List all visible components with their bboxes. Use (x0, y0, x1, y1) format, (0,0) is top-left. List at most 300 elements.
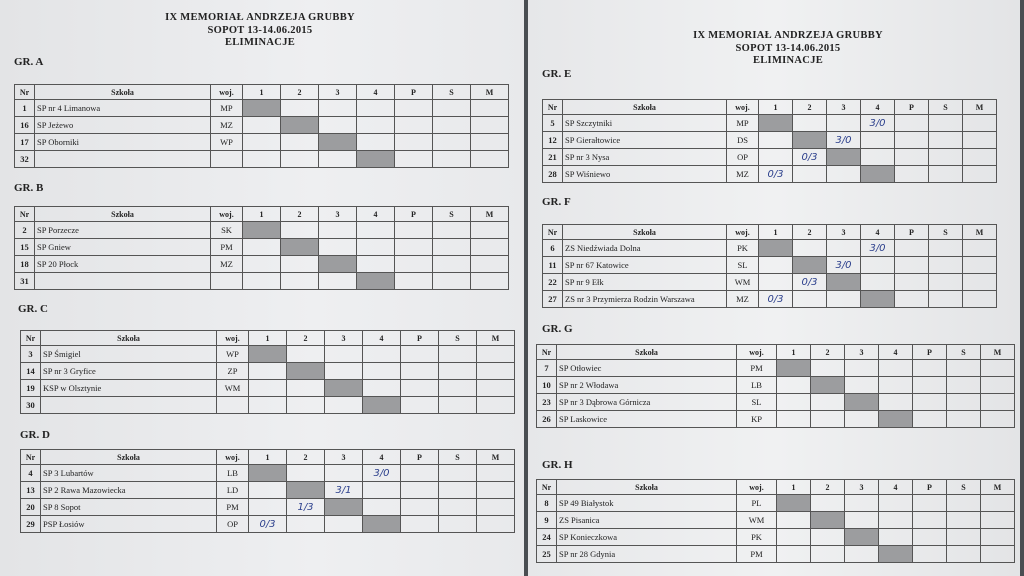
column-header-woj: woj. (727, 225, 759, 240)
column-header-m: M (981, 480, 1015, 495)
result-cell: 0/3 (793, 274, 827, 291)
points-cell-s (433, 239, 471, 256)
school-name: SP nr 67 Katowice (563, 257, 727, 274)
voivodeship: PL (737, 495, 777, 512)
points-cell-p (895, 149, 929, 166)
points-cell-s (433, 100, 471, 117)
column-header-r2: 2 (793, 225, 827, 240)
column-header-r1: 1 (759, 225, 793, 240)
result-cell (243, 273, 281, 290)
result-cell: 1/3 (287, 499, 325, 516)
voivodeship: LD (217, 482, 249, 499)
column-header-r1: 1 (777, 345, 811, 360)
result-cell (827, 115, 861, 132)
column-header-p: P (895, 225, 929, 240)
school-name: SP Porzecze (35, 222, 211, 239)
voivodeship: LB (737, 377, 777, 394)
column-header-nr: Nr (537, 480, 557, 495)
result-cell (793, 291, 827, 308)
column-header-r2: 2 (281, 207, 319, 222)
column-header-school: Szkoła (41, 450, 217, 465)
table-row (15, 256, 509, 273)
table-row (543, 115, 997, 132)
points-cell-m (477, 380, 515, 397)
points-cell-m (981, 512, 1015, 529)
right-sheet (528, 0, 1020, 576)
result-cell (845, 495, 879, 512)
column-header-r1: 1 (243, 207, 281, 222)
column-header-r4: 4 (879, 345, 913, 360)
result-cell (879, 411, 913, 428)
result-cell (243, 222, 281, 239)
table-row (15, 100, 509, 117)
points-cell-p (401, 346, 439, 363)
school-name: SP Oborniki (35, 134, 211, 151)
right-header (628, 30, 948, 68)
result-cell: 0/3 (759, 166, 793, 183)
result-cell (363, 380, 401, 397)
column-header-s: S (929, 100, 963, 115)
school-name: ZS Niedźwiada Dolna (563, 240, 727, 257)
points-cell-p (913, 529, 947, 546)
result-cell (827, 166, 861, 183)
team-number: 1 (15, 100, 35, 117)
column-header-r1: 1 (243, 85, 281, 100)
points-cell-p (395, 273, 433, 290)
result-cell (759, 257, 793, 274)
result-cell (243, 134, 281, 151)
school-name: SP Gniew (35, 239, 211, 256)
result-cell (325, 397, 363, 414)
result-cell (319, 239, 357, 256)
result-cell (357, 151, 395, 168)
result-cell (879, 360, 913, 377)
team-number: 31 (15, 273, 35, 290)
points-cell-p (895, 274, 929, 291)
column-header-school: Szkoła (35, 207, 211, 222)
team-number: 6 (543, 240, 563, 257)
team-number: 7 (537, 360, 557, 377)
column-header-r3: 3 (325, 450, 363, 465)
result-cell (319, 117, 357, 134)
table-row (543, 257, 997, 274)
team-number: 21 (543, 149, 563, 166)
result-cell (811, 495, 845, 512)
result-cell (879, 394, 913, 411)
column-header-nr: Nr (21, 450, 41, 465)
points-cell-s (929, 257, 963, 274)
result-cell (777, 377, 811, 394)
school-name: SP nr 3 Dąbrowa Górnicza (557, 394, 737, 411)
voivodeship: PM (211, 239, 243, 256)
points-cell-p (395, 117, 433, 134)
team-number: 10 (537, 377, 557, 394)
table-row (537, 377, 1015, 394)
header-stage: ELIMINACJE (752, 55, 824, 66)
points-cell-p (395, 134, 433, 151)
school-name: SP nr 4 Limanowa (35, 100, 211, 117)
result-cell (287, 380, 325, 397)
team-number: 32 (15, 151, 35, 168)
table-row (21, 465, 515, 482)
result-cell (249, 499, 287, 516)
result-cell (811, 512, 845, 529)
voivodeship: MP (727, 115, 759, 132)
points-cell-p (913, 512, 947, 529)
points-cell-m (471, 100, 509, 117)
result-cell (325, 346, 363, 363)
result-cell: 3/0 (363, 465, 401, 482)
table-row (543, 132, 997, 149)
left-header (100, 12, 420, 50)
points-cell-p (401, 516, 439, 533)
points-cell-m (471, 151, 509, 168)
column-header-r2: 2 (281, 85, 319, 100)
points-cell-s (947, 411, 981, 428)
column-header-school: Szkoła (557, 480, 737, 495)
points-cell-s (929, 132, 963, 149)
result-cell (357, 239, 395, 256)
result-cell (281, 151, 319, 168)
points-cell-m (477, 465, 515, 482)
team-number: 23 (537, 394, 557, 411)
column-header-p: P (395, 85, 433, 100)
table-row (537, 529, 1015, 546)
points-cell-m (477, 346, 515, 363)
points-cell-s (947, 512, 981, 529)
team-number: 2 (15, 222, 35, 239)
column-header-r4: 4 (861, 225, 895, 240)
voivodeship: MZ (727, 291, 759, 308)
school-name: ZS Pisanica (557, 512, 737, 529)
points-cell-p (401, 363, 439, 380)
team-number: 11 (543, 257, 563, 274)
voivodeship: PM (737, 546, 777, 563)
points-cell-p (895, 257, 929, 274)
points-cell-p (913, 411, 947, 428)
column-header-p: P (401, 450, 439, 465)
team-number: 14 (21, 363, 41, 380)
result-cell (879, 529, 913, 546)
table-row (21, 380, 515, 397)
result-cell: 3/0 (861, 115, 895, 132)
voivodeship: SL (727, 257, 759, 274)
table-row (21, 346, 515, 363)
team-number: 18 (15, 256, 35, 273)
column-header-s: S (433, 207, 471, 222)
points-cell-p (395, 239, 433, 256)
voivodeship: WM (217, 380, 249, 397)
result-cell (319, 100, 357, 117)
result-cell (845, 411, 879, 428)
school-name: SP Gierałtowice (563, 132, 727, 149)
points-cell-s (929, 166, 963, 183)
column-header-r3: 3 (319, 207, 357, 222)
result-cell (879, 512, 913, 529)
table-row (543, 274, 997, 291)
table-row (15, 273, 509, 290)
header-title: IX MEMORIAŁ ANDRZEJA GRUBBY (165, 12, 355, 23)
school-name: PSP Łosiów (41, 516, 217, 533)
result-cell (243, 256, 281, 273)
result-cell: 3/0 (861, 240, 895, 257)
table-row (15, 222, 509, 239)
group-title-h: GR. H (542, 459, 573, 471)
team-number: 9 (537, 512, 557, 529)
result-cell (861, 132, 895, 149)
column-header-r3: 3 (827, 100, 861, 115)
column-header-woj: woj. (211, 85, 243, 100)
result-cell (879, 377, 913, 394)
points-cell-m (963, 115, 997, 132)
group-table-b (14, 206, 509, 290)
points-cell-p (895, 240, 929, 257)
table-row (15, 239, 509, 256)
table-row (21, 363, 515, 380)
points-cell-p (895, 115, 929, 132)
team-number: 15 (15, 239, 35, 256)
school-name: SP Śmigiel (41, 346, 217, 363)
column-header-r3: 3 (845, 480, 879, 495)
group-table-c (20, 330, 515, 414)
school-name: SP Wiśniewo (563, 166, 727, 183)
column-header-r4: 4 (363, 450, 401, 465)
result-cell (793, 240, 827, 257)
column-header-r3: 3 (845, 345, 879, 360)
result-cell (325, 363, 363, 380)
school-name: SP nr 3 Gryfice (41, 363, 217, 380)
result-cell (845, 512, 879, 529)
points-cell-p (895, 291, 929, 308)
column-header-m: M (471, 207, 509, 222)
voivodeship: PK (737, 529, 777, 546)
header-title: IX MEMORIAŁ ANDRZEJA GRUBBY (693, 30, 883, 41)
group-table-f (542, 224, 997, 308)
result-cell (249, 482, 287, 499)
table-row (15, 151, 509, 168)
result-cell (811, 360, 845, 377)
school-name: SP 20 Płock (35, 256, 211, 273)
points-cell-m (981, 394, 1015, 411)
result-cell (281, 100, 319, 117)
points-cell-p (913, 394, 947, 411)
column-header-woj: woj. (737, 345, 777, 360)
result-cell (845, 529, 879, 546)
result-cell (281, 134, 319, 151)
result-cell (319, 134, 357, 151)
result-cell (827, 240, 861, 257)
points-cell-m (963, 132, 997, 149)
points-cell-m (963, 166, 997, 183)
points-cell-m (963, 274, 997, 291)
column-header-nr: Nr (543, 100, 563, 115)
points-cell-s (947, 360, 981, 377)
result-cell (811, 529, 845, 546)
header-date: SOPOT 13-14.06.2015 (735, 42, 841, 54)
table-row (537, 360, 1015, 377)
table-header-row (543, 100, 997, 115)
voivodeship: WM (737, 512, 777, 529)
result-cell (287, 465, 325, 482)
result-cell (357, 273, 395, 290)
column-header-school: Szkoła (557, 345, 737, 360)
points-cell-m (471, 273, 509, 290)
points-cell-s (433, 134, 471, 151)
result-cell (811, 546, 845, 563)
result-cell (287, 363, 325, 380)
points-cell-s (929, 149, 963, 166)
points-cell-m (471, 222, 509, 239)
result-cell (827, 291, 861, 308)
points-cell-p (395, 100, 433, 117)
team-number: 22 (543, 274, 563, 291)
table-row (21, 499, 515, 516)
column-header-r3: 3 (827, 225, 861, 240)
result-cell (281, 273, 319, 290)
school-name: ZS nr 3 Przymierza Rodzin Warszawa (563, 291, 727, 308)
result-cell (845, 377, 879, 394)
voivodeship: PM (217, 499, 249, 516)
column-header-s: S (929, 225, 963, 240)
points-cell-s (929, 274, 963, 291)
points-cell-p (395, 222, 433, 239)
result-cell (325, 380, 363, 397)
points-cell-s (947, 377, 981, 394)
table-row (537, 495, 1015, 512)
team-number: 25 (537, 546, 557, 563)
table-row (543, 291, 997, 308)
result-cell (861, 274, 895, 291)
table-row (537, 394, 1015, 411)
result-cell (759, 240, 793, 257)
table-row (543, 240, 997, 257)
voivodeship (211, 273, 243, 290)
group-table-h (536, 479, 1015, 563)
result-cell (357, 100, 395, 117)
result-cell (777, 529, 811, 546)
team-number: 16 (15, 117, 35, 134)
points-cell-m (471, 256, 509, 273)
school-name: SP 3 Lubartów (41, 465, 217, 482)
result-cell (777, 411, 811, 428)
table-header-row (21, 450, 515, 465)
column-header-s: S (439, 450, 477, 465)
column-header-r1: 1 (759, 100, 793, 115)
result-cell (287, 346, 325, 363)
result-cell (793, 166, 827, 183)
table-header-row (15, 207, 509, 222)
table-row (21, 516, 515, 533)
result-cell (759, 274, 793, 291)
voivodeship: SL (737, 394, 777, 411)
points-cell-m (963, 291, 997, 308)
result-cell (845, 546, 879, 563)
school-name: SP nr 28 Gdynia (557, 546, 737, 563)
column-header-m: M (963, 100, 997, 115)
result-cell (861, 166, 895, 183)
team-number: 28 (543, 166, 563, 183)
column-header-r2: 2 (811, 345, 845, 360)
column-header-r2: 2 (793, 100, 827, 115)
result-cell (861, 149, 895, 166)
table-row (537, 546, 1015, 563)
points-cell-p (401, 465, 439, 482)
result-cell (357, 117, 395, 134)
result-cell (357, 222, 395, 239)
result-cell: 3/0 (827, 257, 861, 274)
points-cell-s (947, 394, 981, 411)
result-cell (287, 397, 325, 414)
column-header-r1: 1 (249, 450, 287, 465)
team-number: 4 (21, 465, 41, 482)
points-cell-s (439, 380, 477, 397)
voivodeship: MP (211, 100, 243, 117)
group-title-b: GR. B (14, 182, 44, 194)
result-cell (759, 132, 793, 149)
result-cell (777, 495, 811, 512)
school-name: SP 49 Białystok (557, 495, 737, 512)
team-number: 17 (15, 134, 35, 151)
group-table-e (542, 99, 997, 183)
result-cell (777, 512, 811, 529)
result-cell (249, 363, 287, 380)
result-cell (325, 465, 363, 482)
points-cell-m (981, 546, 1015, 563)
voivodeship: WP (217, 346, 249, 363)
points-cell-s (439, 482, 477, 499)
points-cell-m (477, 482, 515, 499)
points-cell-s (439, 516, 477, 533)
team-number: 30 (21, 397, 41, 414)
points-cell-s (439, 499, 477, 516)
points-cell-s (439, 465, 477, 482)
column-header-r4: 4 (363, 331, 401, 346)
column-header-school: Szkoła (563, 100, 727, 115)
result-cell (319, 151, 357, 168)
column-header-school: Szkoła (41, 331, 217, 346)
points-cell-m (471, 117, 509, 134)
points-cell-s (947, 546, 981, 563)
column-header-m: M (471, 85, 509, 100)
team-number: 12 (543, 132, 563, 149)
result-cell (827, 149, 861, 166)
result-cell: 3/1 (325, 482, 363, 499)
column-header-r2: 2 (811, 480, 845, 495)
result-cell (777, 394, 811, 411)
points-cell-m (981, 495, 1015, 512)
team-number: 13 (21, 482, 41, 499)
result-cell (249, 380, 287, 397)
column-header-s: S (947, 345, 981, 360)
result-cell (845, 394, 879, 411)
table-header-row (537, 480, 1015, 495)
points-cell-m (981, 377, 1015, 394)
school-name: SP nr 2 Włodawa (557, 377, 737, 394)
school-name (35, 151, 211, 168)
table-header-row (543, 225, 997, 240)
column-header-s: S (947, 480, 981, 495)
result-cell (793, 115, 827, 132)
school-name: SP 2 Rawa Mazowiecka (41, 482, 217, 499)
column-header-woj: woj. (211, 207, 243, 222)
points-cell-s (929, 240, 963, 257)
column-header-m: M (981, 345, 1015, 360)
result-cell (319, 256, 357, 273)
points-cell-p (395, 256, 433, 273)
result-cell: 0/3 (249, 516, 287, 533)
school-name: SP Szczytniki (563, 115, 727, 132)
column-header-r2: 2 (287, 450, 325, 465)
